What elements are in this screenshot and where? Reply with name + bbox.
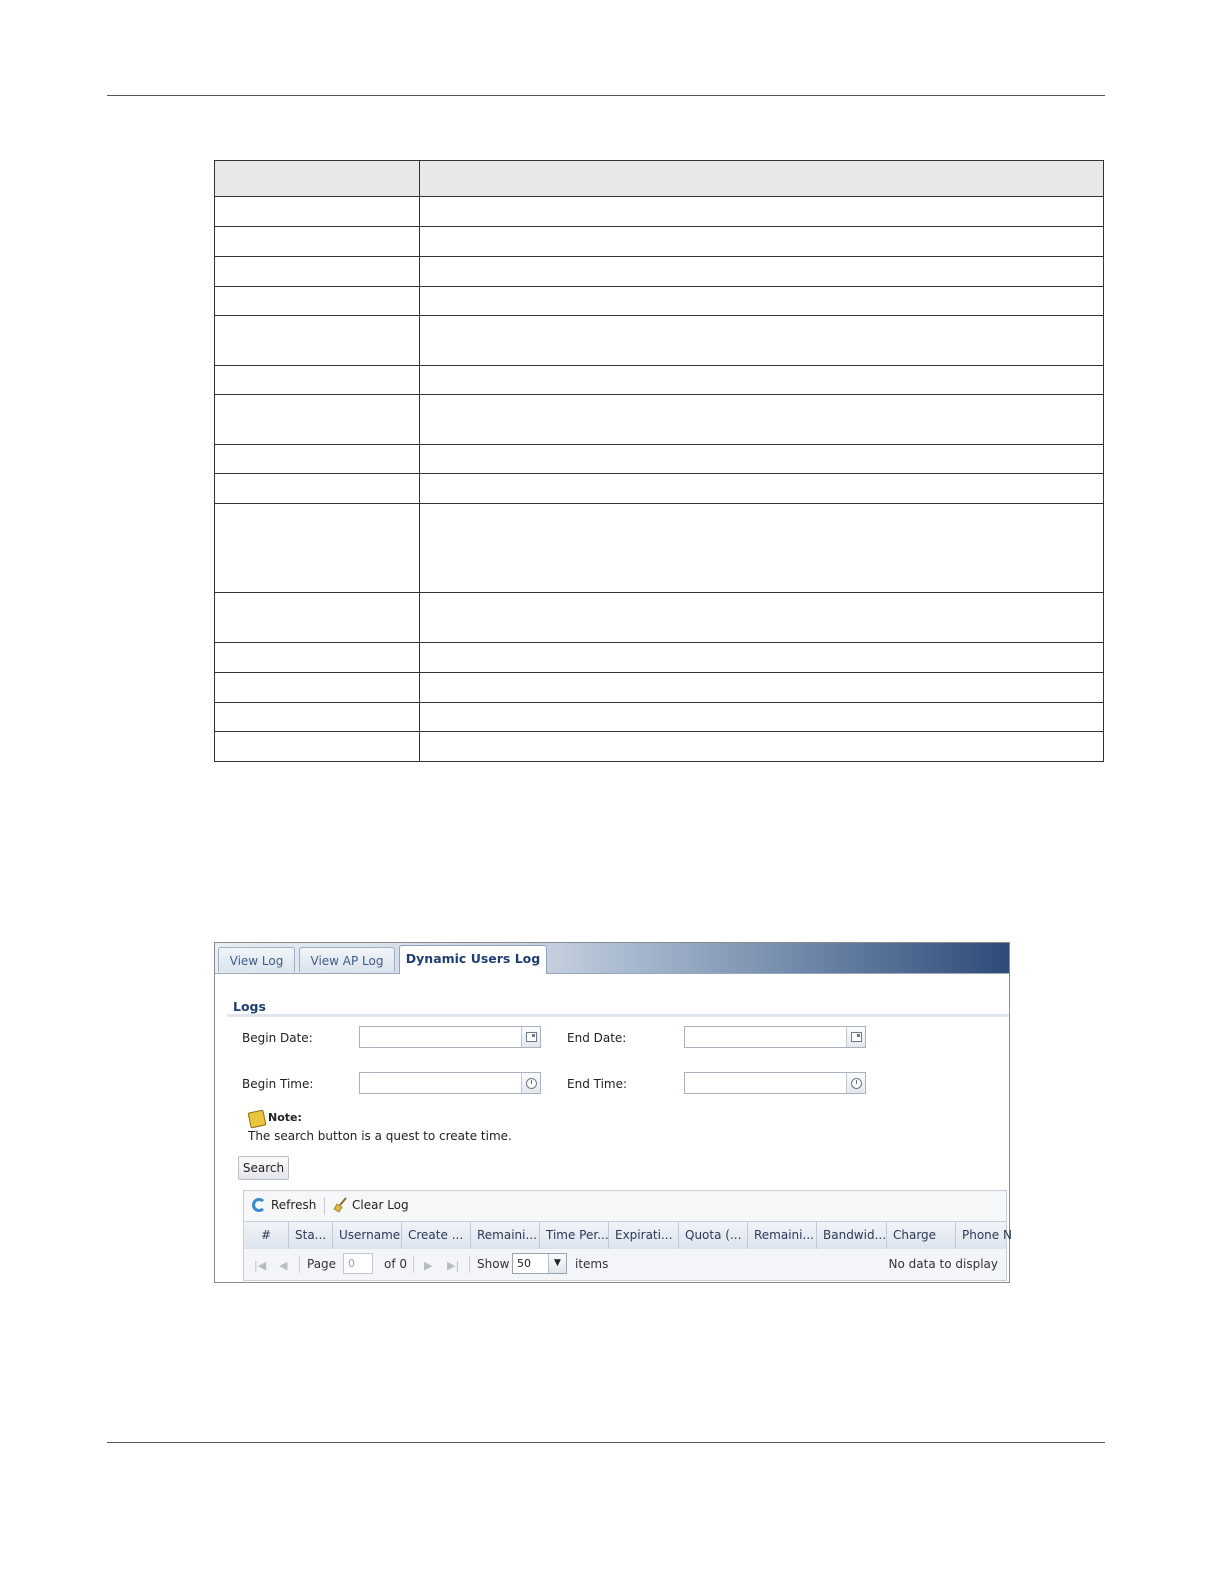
table-row — [215, 445, 1104, 474]
first-page-icon[interactable]: |◀ — [254, 1259, 267, 1272]
table-row — [215, 287, 1104, 316]
column-header[interactable]: # — [244, 1222, 289, 1249]
column-header[interactable]: Quota (... — [679, 1222, 748, 1249]
section-title: Logs — [233, 999, 266, 1014]
grid-header-row — [244, 1221, 1012, 1250]
section-divider — [227, 1014, 1009, 1017]
tab-dynamic-users-log[interactable]: Dynamic Users Log — [399, 945, 547, 974]
search-button[interactable]: Search — [238, 1156, 289, 1180]
no-data-message: No data to display — [888, 1257, 998, 1271]
items-per-page-value: 50 — [517, 1257, 531, 1270]
show-label: Show — [477, 1257, 510, 1271]
begin-time-label: Begin Time: — [242, 1077, 314, 1091]
pagination-bar — [244, 1249, 1006, 1280]
end-date-field[interactable] — [684, 1026, 866, 1048]
table-header-row — [215, 161, 1104, 197]
refresh-icon[interactable] — [252, 1198, 266, 1212]
table-row — [215, 366, 1104, 395]
tab-bar — [215, 943, 1009, 974]
table-row — [215, 316, 1104, 366]
table-row — [215, 504, 1104, 593]
begin-date-field[interactable] — [359, 1026, 541, 1048]
pager-divider — [299, 1256, 300, 1273]
column-header[interactable]: Phone N — [962, 1228, 1012, 1242]
last-page-icon[interactable]: ▶| — [447, 1259, 460, 1272]
table-row — [215, 703, 1104, 732]
clear-log-button[interactable]: Clear Log — [352, 1198, 409, 1212]
broom-icon[interactable] — [334, 1197, 348, 1213]
begin-date-label: Begin Date: — [242, 1031, 313, 1045]
table-row — [215, 474, 1104, 504]
tab-view-log[interactable]: View Log — [218, 947, 295, 972]
pager-divider — [413, 1256, 414, 1273]
log-grid — [243, 1190, 1012, 1281]
page-count: of 0 — [384, 1257, 408, 1271]
next-page-icon[interactable]: ▶ — [424, 1259, 433, 1272]
column-header[interactable]: Remaini... — [471, 1222, 540, 1249]
grid-toolbar — [244, 1191, 1006, 1221]
column-header[interactable]: Charge — [887, 1222, 956, 1249]
column-header[interactable]: Username — [333, 1222, 402, 1249]
column-header[interactable]: Time Per... — [540, 1222, 609, 1249]
table-row — [215, 197, 1104, 227]
calendar-icon[interactable] — [521, 1027, 540, 1047]
column-header[interactable]: Sta... — [289, 1222, 333, 1249]
documentation-table — [214, 160, 1104, 762]
table-row — [215, 227, 1104, 257]
column-header[interactable]: Create ... — [402, 1222, 471, 1249]
items-per-page-select[interactable] — [512, 1253, 567, 1274]
note-icon — [248, 1110, 267, 1129]
end-time-field[interactable] — [684, 1072, 866, 1094]
table-row — [215, 643, 1104, 673]
end-date-label: End Date: — [567, 1031, 627, 1045]
note-label: Note: — [268, 1111, 302, 1124]
column-header[interactable]: Expirati... — [609, 1222, 679, 1249]
table-row — [215, 395, 1104, 445]
items-label: items — [575, 1257, 609, 1271]
column-header[interactable]: Remaini... — [748, 1222, 817, 1249]
note-text: The search button is a quest to create time. — [248, 1129, 512, 1143]
pager-divider — [469, 1256, 470, 1273]
top-rule — [107, 95, 1105, 96]
toolbar-divider — [324, 1197, 325, 1215]
tab-view-ap-log[interactable]: View AP Log — [299, 947, 395, 972]
refresh-button[interactable]: Refresh — [271, 1198, 317, 1212]
table-row — [215, 673, 1104, 703]
chevron-down-icon[interactable]: ▼ — [548, 1254, 566, 1273]
calendar-icon[interactable] — [846, 1027, 865, 1047]
table-row — [215, 732, 1104, 762]
dynamic-users-log-screenshot — [214, 942, 1010, 1283]
clock-icon[interactable] — [521, 1073, 540, 1093]
prev-page-icon[interactable]: ◀ — [279, 1259, 288, 1272]
table-row — [215, 257, 1104, 287]
clock-icon[interactable] — [846, 1073, 865, 1093]
page-input[interactable]: 0 — [343, 1253, 373, 1274]
end-time-label: End Time: — [567, 1077, 628, 1091]
bottom-rule — [107, 1442, 1105, 1443]
table-row — [215, 593, 1104, 643]
column-header[interactable]: Bandwid... — [817, 1222, 887, 1249]
begin-time-field[interactable] — [359, 1072, 541, 1094]
page-label: Page — [307, 1257, 337, 1271]
